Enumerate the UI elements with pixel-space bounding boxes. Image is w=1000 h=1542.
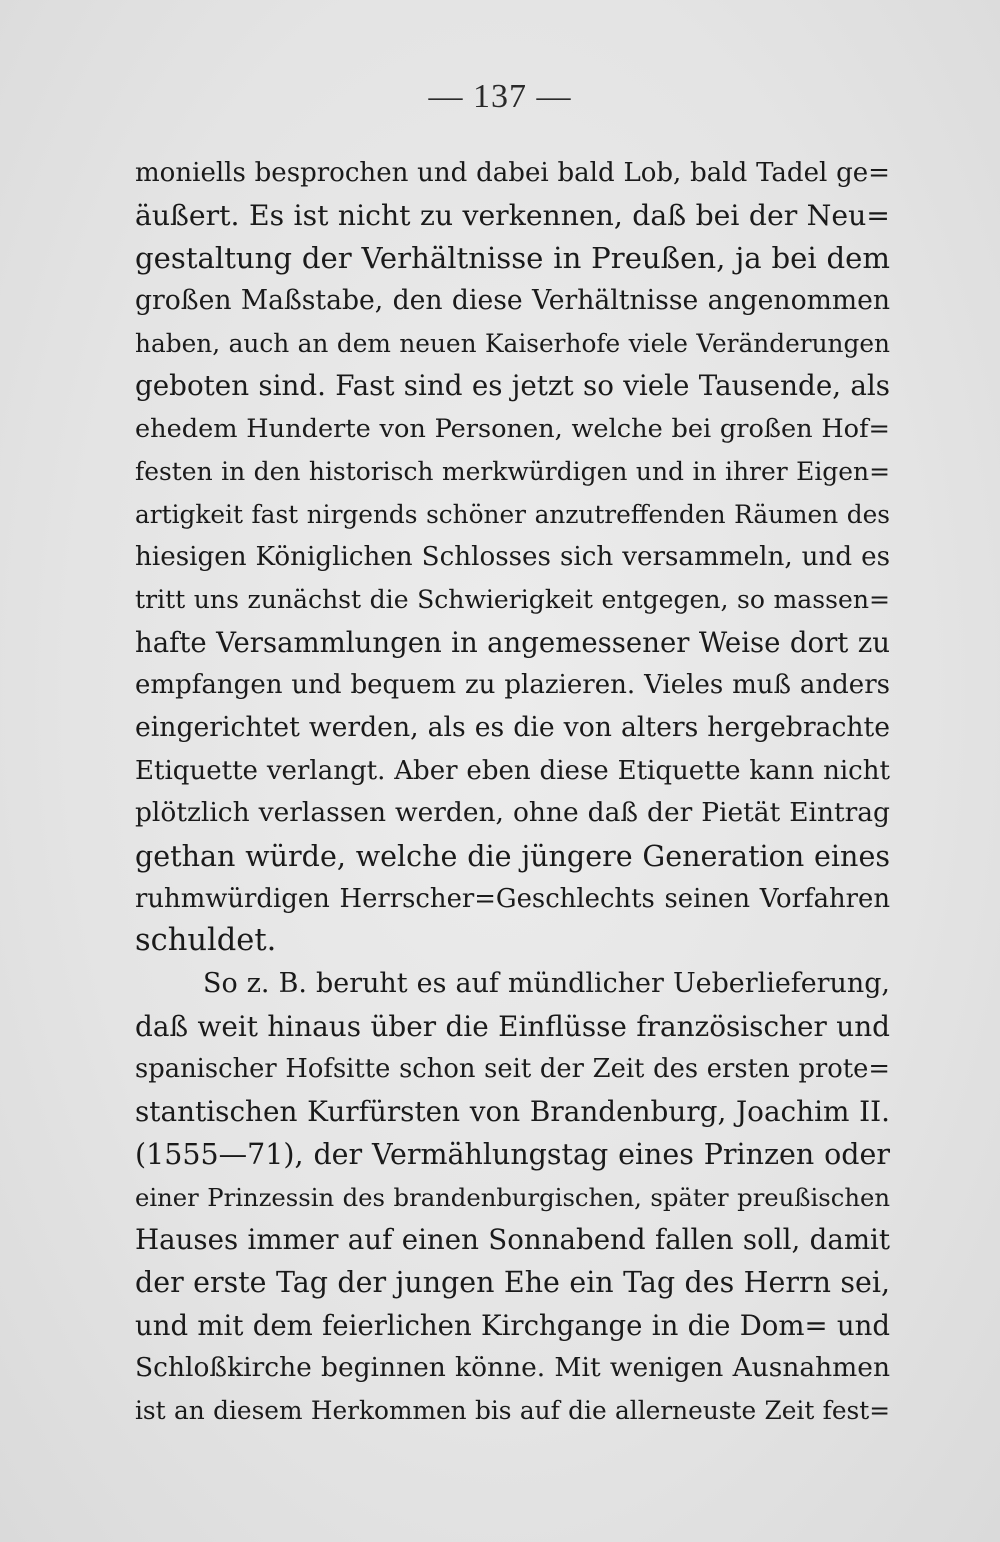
text-line: hafte Versammlungen in angemessener Weise dort zu (135, 626, 890, 659)
text-line: (1555—71), der Vermählungstag eines Prinzen oder (135, 1137, 890, 1171)
text-line: gethan würde, welche die jüngere Generation eines (135, 839, 890, 873)
text-line: großen Maßstabe, den diese Verhältnisse angenommen (135, 285, 890, 317)
text-line: festen in den historisch merkwürdigen und in ihrer Eigen= (135, 456, 890, 486)
text-line: äußert. Es ist nicht zu verkennen, daß bei der Neu= (135, 198, 890, 232)
text-line: gestaltung der Verhältnisse in Preußen, ja bei dem (135, 241, 890, 276)
text-line: ehedem Hunderte von Personen, welche bei großen Hof= (135, 414, 890, 445)
text-line: moniells besprochen und dabei bald Lob, bald Tadel ge= (135, 158, 890, 188)
text-line: daß weit hinaus über die Einflüsse französischer und (135, 1009, 890, 1043)
text-line: hiesigen Königlichen Schlosses sich versammeln, und es (135, 542, 890, 573)
text-line: empfangen und bequem zu plazieren. Vieles muß anders (135, 670, 890, 701)
text-line: ruhmwürdigen Herrscher=Geschlechts seinen Vorfahren (135, 883, 890, 914)
text-line: der erste Tag der jungen Ehe ein Tag des Herrn sei, (135, 1265, 890, 1299)
text-line: und mit dem feierlichen Kirchgange in die Dom= und (135, 1309, 890, 1342)
text-line-paragraph-start: So z. B. beruht es auf mündlicher Ueberlieferung, (203, 968, 890, 1000)
text-line: stantischen Kurfürsten von Brandenburg, Joachim II. (135, 1095, 890, 1129)
text-line: artigkeit fast nirgends schöner anzutreffenden Räumen des (135, 499, 890, 529)
text-line: spanischer Hofsitte schon seit der Zeit des ersten prote= (135, 1054, 890, 1085)
body-text (135, 152, 890, 1433)
text-line: Etiquette verlangt. Aber eben diese Etiquette kann nicht (135, 755, 890, 786)
text-line: einer Prinzessin des brandenburgischen, später preußischen (135, 1182, 890, 1212)
page-number: — 137 — (428, 78, 572, 115)
text-line: plötzlich verlassen werden, ohne daß der Pietät Eintrag (135, 797, 890, 829)
text-line-paragraph-end: schuldet. (135, 923, 277, 959)
text-line: haben, auch an dem neuen Kaiserhofe viele Veränderungen (135, 328, 890, 358)
text-line: Schloßkirche beginnen könne. Mit wenigen Ausnahmen (135, 1352, 890, 1384)
text-line: geboten sind. Fast sind es jetzt so viele Tausende, als (135, 369, 890, 403)
text-line: eingerichtet werden, als es die von alters hergebrachte (135, 711, 890, 743)
text-line: ist an diesem Herkommen bis auf die allerneuste Zeit fest= (135, 1395, 890, 1425)
text-line: Hauses immer auf einen Sonnabend fallen soll, damit (135, 1223, 890, 1257)
text-line: tritt uns zunächst die Schwierigkeit entgegen, so massen= (135, 584, 890, 614)
